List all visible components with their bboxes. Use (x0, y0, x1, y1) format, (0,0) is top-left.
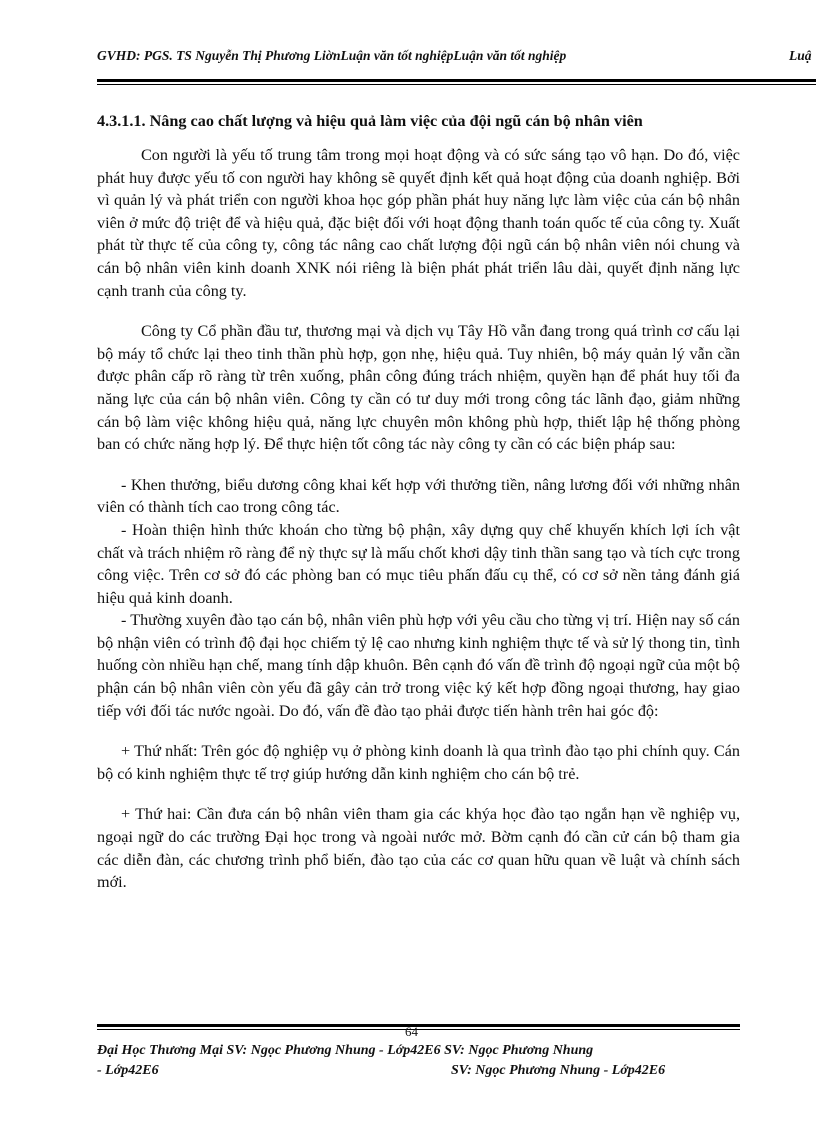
section-title: 4.3.1.1. Nâng cao chất lượng và hiệu quả làm việc của đội ngũ cán bộ nhân viên (97, 112, 643, 130)
sub-point: + Thứ hai: Cần đưa cán bộ nhân viên tham gia các khýa học đào tạo ngắn hạn về nghiệp vụ, ngoại ngữ do các trường Đại học trong và ngoài nước mở. Bờm cạnh đó cần cử cán bộ tham gia các diễn đàn, các chương trình phổ biến, đào tạo của các cơ quan hữu quan về luật và chính sách mới. (97, 805, 740, 892)
header-text-right: Luậ (789, 48, 812, 63)
header-rule-thin (97, 84, 816, 85)
footer-rule (97, 1024, 740, 1027)
sub-point: + Thứ nhất: Trên góc độ nghiệp vụ ở phòng kinh doanh là qua trình đào tạo phi chính quy. Cán bộ có kinh nghiệm thực tế trợ giúp hướng dẫn kinh nghiệm cho cán bộ trẻ. (97, 742, 740, 783)
page-header (97, 48, 816, 72)
footer-line-2 (97, 1061, 740, 1081)
bullet-item: - Thường xuyên đào tạo cán bộ, nhân viên phù hợp với yêu cầu cho từng vị trí. Hiện nay số cán bộ nhận viên có trình độ đại học chiếm tỷ lệ cao nhưng kinh nghiệm thực tế và sử lý thong tin, tình huống còn nhiều hạn chế, mang tính dập khuôn. Bên cạnh đó vấn đề trình độ ngoại ngữ của một bộ phận cán bộ nhân viên còn yếu đã gây cản trở trong việc ký kết hợp đồng ngoại thương, hay giao tiếp với đối tác nước ngoài. Do đó, vấn đề đào tạo phải được tiến hành trên hai góc độ: (97, 611, 740, 720)
page-footer (97, 1041, 740, 1081)
footer-rule-thin (97, 1029, 740, 1030)
paragraph: Công ty Cổ phần đầu tư, thương mại và dịch vụ Tây Hồ vẫn đang trong quá trình cơ cấu lại bộ máy tổ chức lại theo tinh thần phù hợp, gọn nhẹ, hiệu quả. Tuy nhiên, bộ máy quản lý vẫn cần được phân cấp rõ ràng từ trên xuống, phân công đúng trách nhiệm, quyền hạn để phát huy tối đa năng lực của cán bộ nhân viên. Công ty cần có tư duy mới trong công tác lãnh đạo, giảm những cán bộ làm việc không hiệu quả, năng lực chuyên môn không phù hợp, thiết lập hệ thống phòng ban có chức năng hợp lý. Để thực hiện tốt công tác này công ty cần có các biện pháp sau: (97, 322, 740, 454)
footer-line: Đại Học Thương Mại SV: Ngọc Phương Nhung - Lớp42E6 SV: Ngọc Phương Nhung (97, 1043, 594, 1058)
page-number: 64 (405, 1024, 418, 1039)
bullet-item: - Hoàn thiện hình thức khoán cho từng bộ phận, xây dựng quy chế khuyến khích lợi ích vật chất và trách nhiệm rõ ràng để nỳ thực sự là mấu chốt khơi dậy tinh thần sang tạo và tích cực trong công việc. Trên cơ sở đó các phòng ban có mục tiêu phấn đấu cụ thể, có cơ sở nền tảng đánh giá hiệu quả kinh doanh. (97, 520, 740, 607)
paragraph: Con người là yếu tố trung tâm trong mọi hoạt động và có sức sáng tạo vô hạn. Do đó, việc phát huy được yếu tố con người hay không sẽ quyết định kết quả hoạt động của doanh nghiệp. Bởi vì quản lý và phát triển con người khoa học góp phần phát huy năng lực làm việc của cán bộ nhân viên ở mức độ triệt để và hiệu quả, đặc biệt đối với hoạt động thanh toán quốc tế của công ty. Xuất phát từ thực tế của công ty, công tác nâng cao chất lượng đội ngũ cán bộ nhân viên nói chung và cán bộ nhân viên kinh doanh XNK nói riêng là biện phát phát triển lâu dài, quyết định năng lực cạnh tranh của công ty. (97, 146, 740, 300)
footer-class: - Lớp42E6 (97, 1063, 159, 1078)
page-body (97, 110, 740, 894)
footer-student: SV: Ngọc Phương Nhung - Lớp42E6 (451, 1063, 666, 1078)
header-rule (97, 79, 816, 82)
bullet-item: - Khen thưởng, biểu dương công khai kết hợp với thưởng tiền, nâng lương đối với những nhân viên có thành tích cao trong công tác. (97, 475, 740, 517)
header-text: GVHD: PGS. TS Nguyễn Thị Phương LiờnLuận văn tốt nghiệpLuận văn tốt nghiệp (97, 48, 567, 63)
